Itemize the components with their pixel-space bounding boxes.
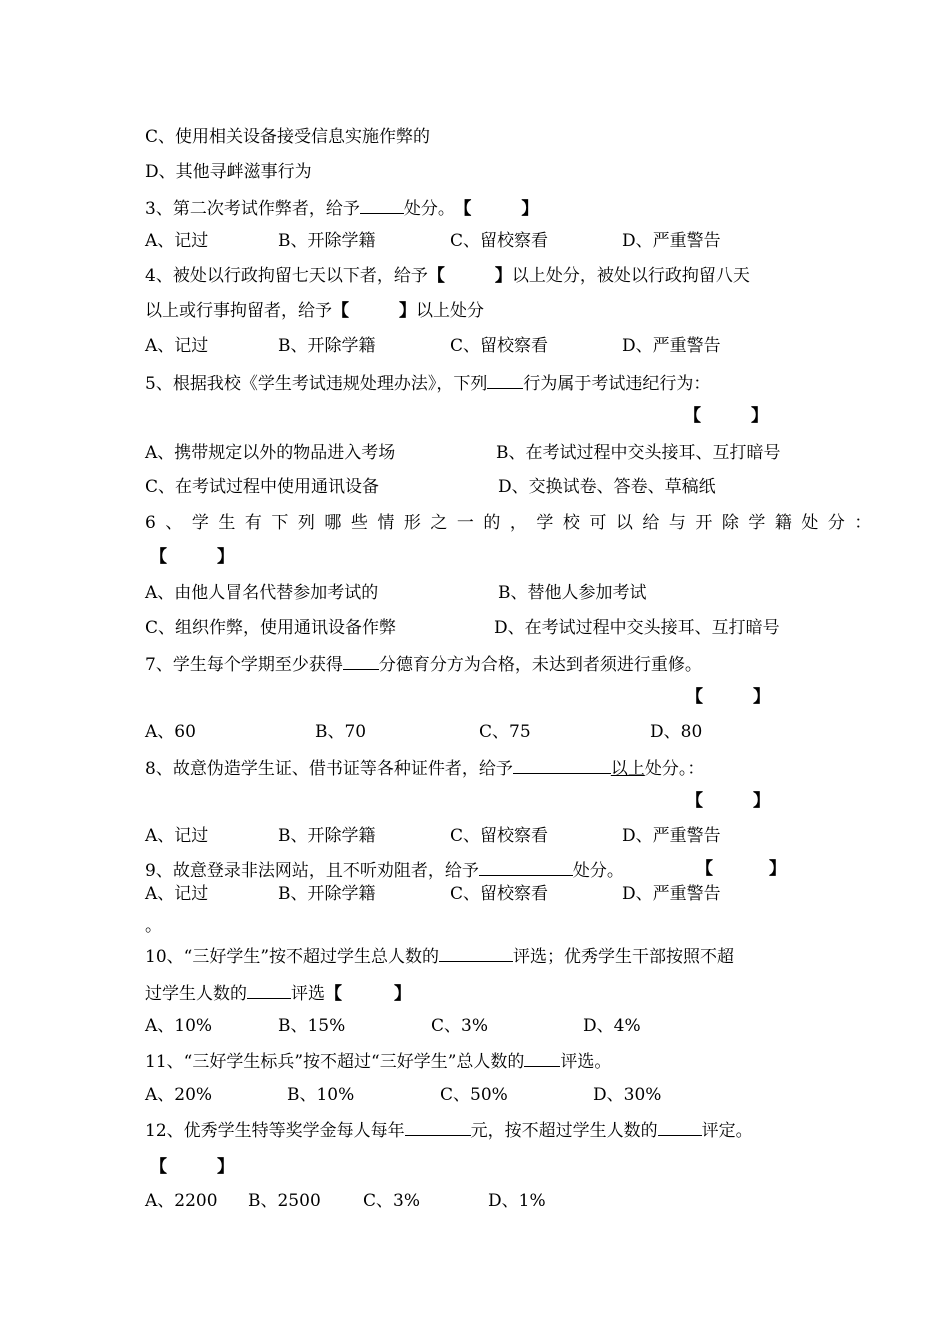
option-c: C、50% [440, 1085, 508, 1105]
question-text: 11、“三好学生标兵”按不超过“三好学生”总人数的 [145, 1052, 525, 1072]
option-b: B、15% [278, 1016, 346, 1036]
question-7 [145, 652, 702, 674]
option-a: A、2200 [145, 1191, 218, 1211]
option-a: A、10% [145, 1016, 213, 1036]
answer-bracket-open: 【 [150, 1157, 167, 1177]
option-a: A、60 [145, 722, 196, 742]
question-4 [145, 265, 750, 287]
answer-bracket-open: 【 [150, 547, 167, 567]
answer-bracket-close: 】 [521, 199, 539, 219]
option-b: B、2500 [248, 1191, 321, 1211]
option-d: D、30% [593, 1085, 662, 1105]
question-text: 评选 [291, 984, 325, 1004]
answer-bracket-open: 【 [462, 199, 472, 219]
option-d: D、严重警告 [622, 826, 721, 846]
option-a: A、由他人冒名代替参加考试的 [145, 583, 379, 603]
option-c: C、留校察看 [450, 884, 549, 904]
answer-bracket-open: 【 [686, 687, 703, 707]
answer-bracket-close: 】 [753, 791, 770, 811]
option-b: B、替他人参加考试 [498, 583, 647, 603]
question-text: 12、优秀学生特等奖学金每人每年 [145, 1121, 405, 1141]
option-a: A、记过 [145, 826, 209, 846]
option-b: B、开除学籍 [278, 826, 376, 846]
question-text: 4、被处以行政拘留七天以下者，给予 [145, 266, 428, 286]
option-d: D、1% [488, 1191, 546, 1211]
answer-bracket [686, 790, 770, 812]
question-text: 7、学生每个学期至少获得 [145, 655, 343, 675]
answer-blank [360, 196, 404, 214]
question-text: 8、故意伪造学生证、借书证等各种证件者，给予 [145, 759, 513, 779]
option-c: C、3% [431, 1016, 488, 1036]
option-b: B、开除学籍 [278, 884, 376, 904]
question-text: 5、根据我校《学生考试违规处理办法》，下列 [145, 374, 488, 394]
option-d: D、严重警告 [622, 884, 721, 904]
answer-bracket [686, 686, 770, 708]
answer-bracket-open: 【 [684, 406, 701, 426]
question-4-cont [145, 300, 484, 322]
question-text: 过学生人数的 [145, 984, 247, 1004]
option-c: C、留校察看 [450, 336, 549, 356]
answer-blank [343, 652, 379, 670]
option-a: A、记过 [145, 336, 209, 356]
question-text: 评选。 [560, 1052, 612, 1072]
stray-mark: 。 [145, 916, 162, 936]
option-d: D、严重警告 [622, 336, 721, 356]
option-c: C、留校察看 [450, 231, 549, 251]
question-text: 10、“三好学生”按不超过学生总人数的 [145, 947, 440, 967]
answer-bracket-close: 】 [394, 984, 411, 1004]
answer-bracket [150, 1156, 234, 1178]
question-5 [145, 371, 710, 393]
option-c: C、组织作弊，使用通讯设备作弊 [145, 618, 397, 638]
question-text: 以上 [610, 759, 645, 779]
option-d: D、严重警告 [622, 231, 721, 251]
answer-bracket-close: 】 [753, 687, 770, 707]
option-line: D、其他寻衅滋事行为 [145, 162, 312, 182]
answer-blank [247, 981, 291, 999]
answer-bracket [684, 405, 768, 427]
question-text: 评定。 [701, 1121, 753, 1141]
answer-bracket-open: 【 [427, 266, 445, 286]
answer-bracket-close: 】 [769, 859, 786, 879]
answer-blank [439, 944, 513, 962]
question-text: 元，按不超过学生人数的 [470, 1121, 658, 1141]
answer-blank [658, 1118, 702, 1136]
question-text: 分德育分方为合格，未达到者须进行重修。 [378, 655, 702, 675]
option-c: C、3% [363, 1191, 420, 1211]
answer-bracket-close: 】 [217, 1157, 234, 1177]
option-a: A、携带规定以外的物品进入考场 [145, 443, 396, 463]
answer-blank [479, 858, 573, 876]
option-a: A、记过 [145, 884, 209, 904]
option-b: B、开除学籍 [278, 231, 376, 251]
question-text: 处分。： [644, 759, 705, 779]
question-text: 3、第二次考试作弊者，给予 [145, 199, 360, 219]
option-b: B、70 [315, 722, 367, 742]
question-10 [145, 944, 734, 966]
option-d: D、在考试过程中交头接耳、互打暗号 [494, 618, 780, 638]
option-d: D、交换试卷、答卷、草稿纸 [498, 477, 716, 497]
answer-blank [513, 756, 611, 774]
answer-bracket-close: 】 [494, 266, 512, 286]
question-text: 以上处分，被处以行政拘留八天 [511, 266, 750, 286]
option-line: C、使用相关设备接受信息实施作弊的 [145, 127, 431, 147]
question-text: 9、故意登录非法网站，且不听劝阻者，给予 [145, 861, 479, 881]
option-b: B、开除学籍 [278, 336, 376, 356]
answer-bracket-open: 【 [325, 984, 342, 1004]
answer-bracket-open: 【 [686, 791, 703, 811]
option-a: A、记过 [145, 231, 209, 251]
question-8 [145, 756, 704, 778]
question-3 [145, 196, 538, 218]
question-10-cont [145, 981, 411, 1003]
answer-bracket-open: 【 [332, 301, 349, 321]
question-text: 处分。 [572, 861, 624, 881]
question-12 [145, 1118, 753, 1140]
question-text: 评选；优秀学生干部按照不超 [513, 947, 735, 967]
option-c: C、留校察看 [450, 826, 549, 846]
question-text: 以上或行事拘留者，给予 [145, 301, 332, 321]
answer-bracket [696, 858, 786, 880]
question-9 [145, 858, 624, 880]
question-6: 6、学生有下列哪些情形之一的，学校可以给与开除学籍处分： [145, 513, 881, 533]
answer-bracket-close: 】 [217, 547, 234, 567]
answer-bracket-open: 【 [696, 859, 713, 879]
question-text: 以上处分 [416, 301, 484, 321]
answer-blank [487, 371, 523, 389]
option-d: D、4% [583, 1016, 641, 1036]
answer-bracket-close: 】 [751, 406, 768, 426]
question-text: 处分。 [403, 199, 455, 219]
option-d: D、80 [650, 722, 703, 742]
option-b: B、在考试过程中交头接耳、互打暗号 [496, 443, 781, 463]
answer-blank [405, 1118, 471, 1136]
option-c: C、在考试过程中使用通讯设备 [145, 477, 380, 497]
answer-bracket-close: 】 [399, 301, 416, 321]
question-11 [145, 1049, 611, 1071]
answer-blank [524, 1049, 560, 1067]
option-a: A、20% [145, 1085, 213, 1105]
question-text: 行为属于考试违纪行为： [523, 374, 711, 394]
answer-bracket [150, 546, 234, 568]
option-b: B、10% [287, 1085, 355, 1105]
option-c: C、75 [479, 722, 531, 742]
